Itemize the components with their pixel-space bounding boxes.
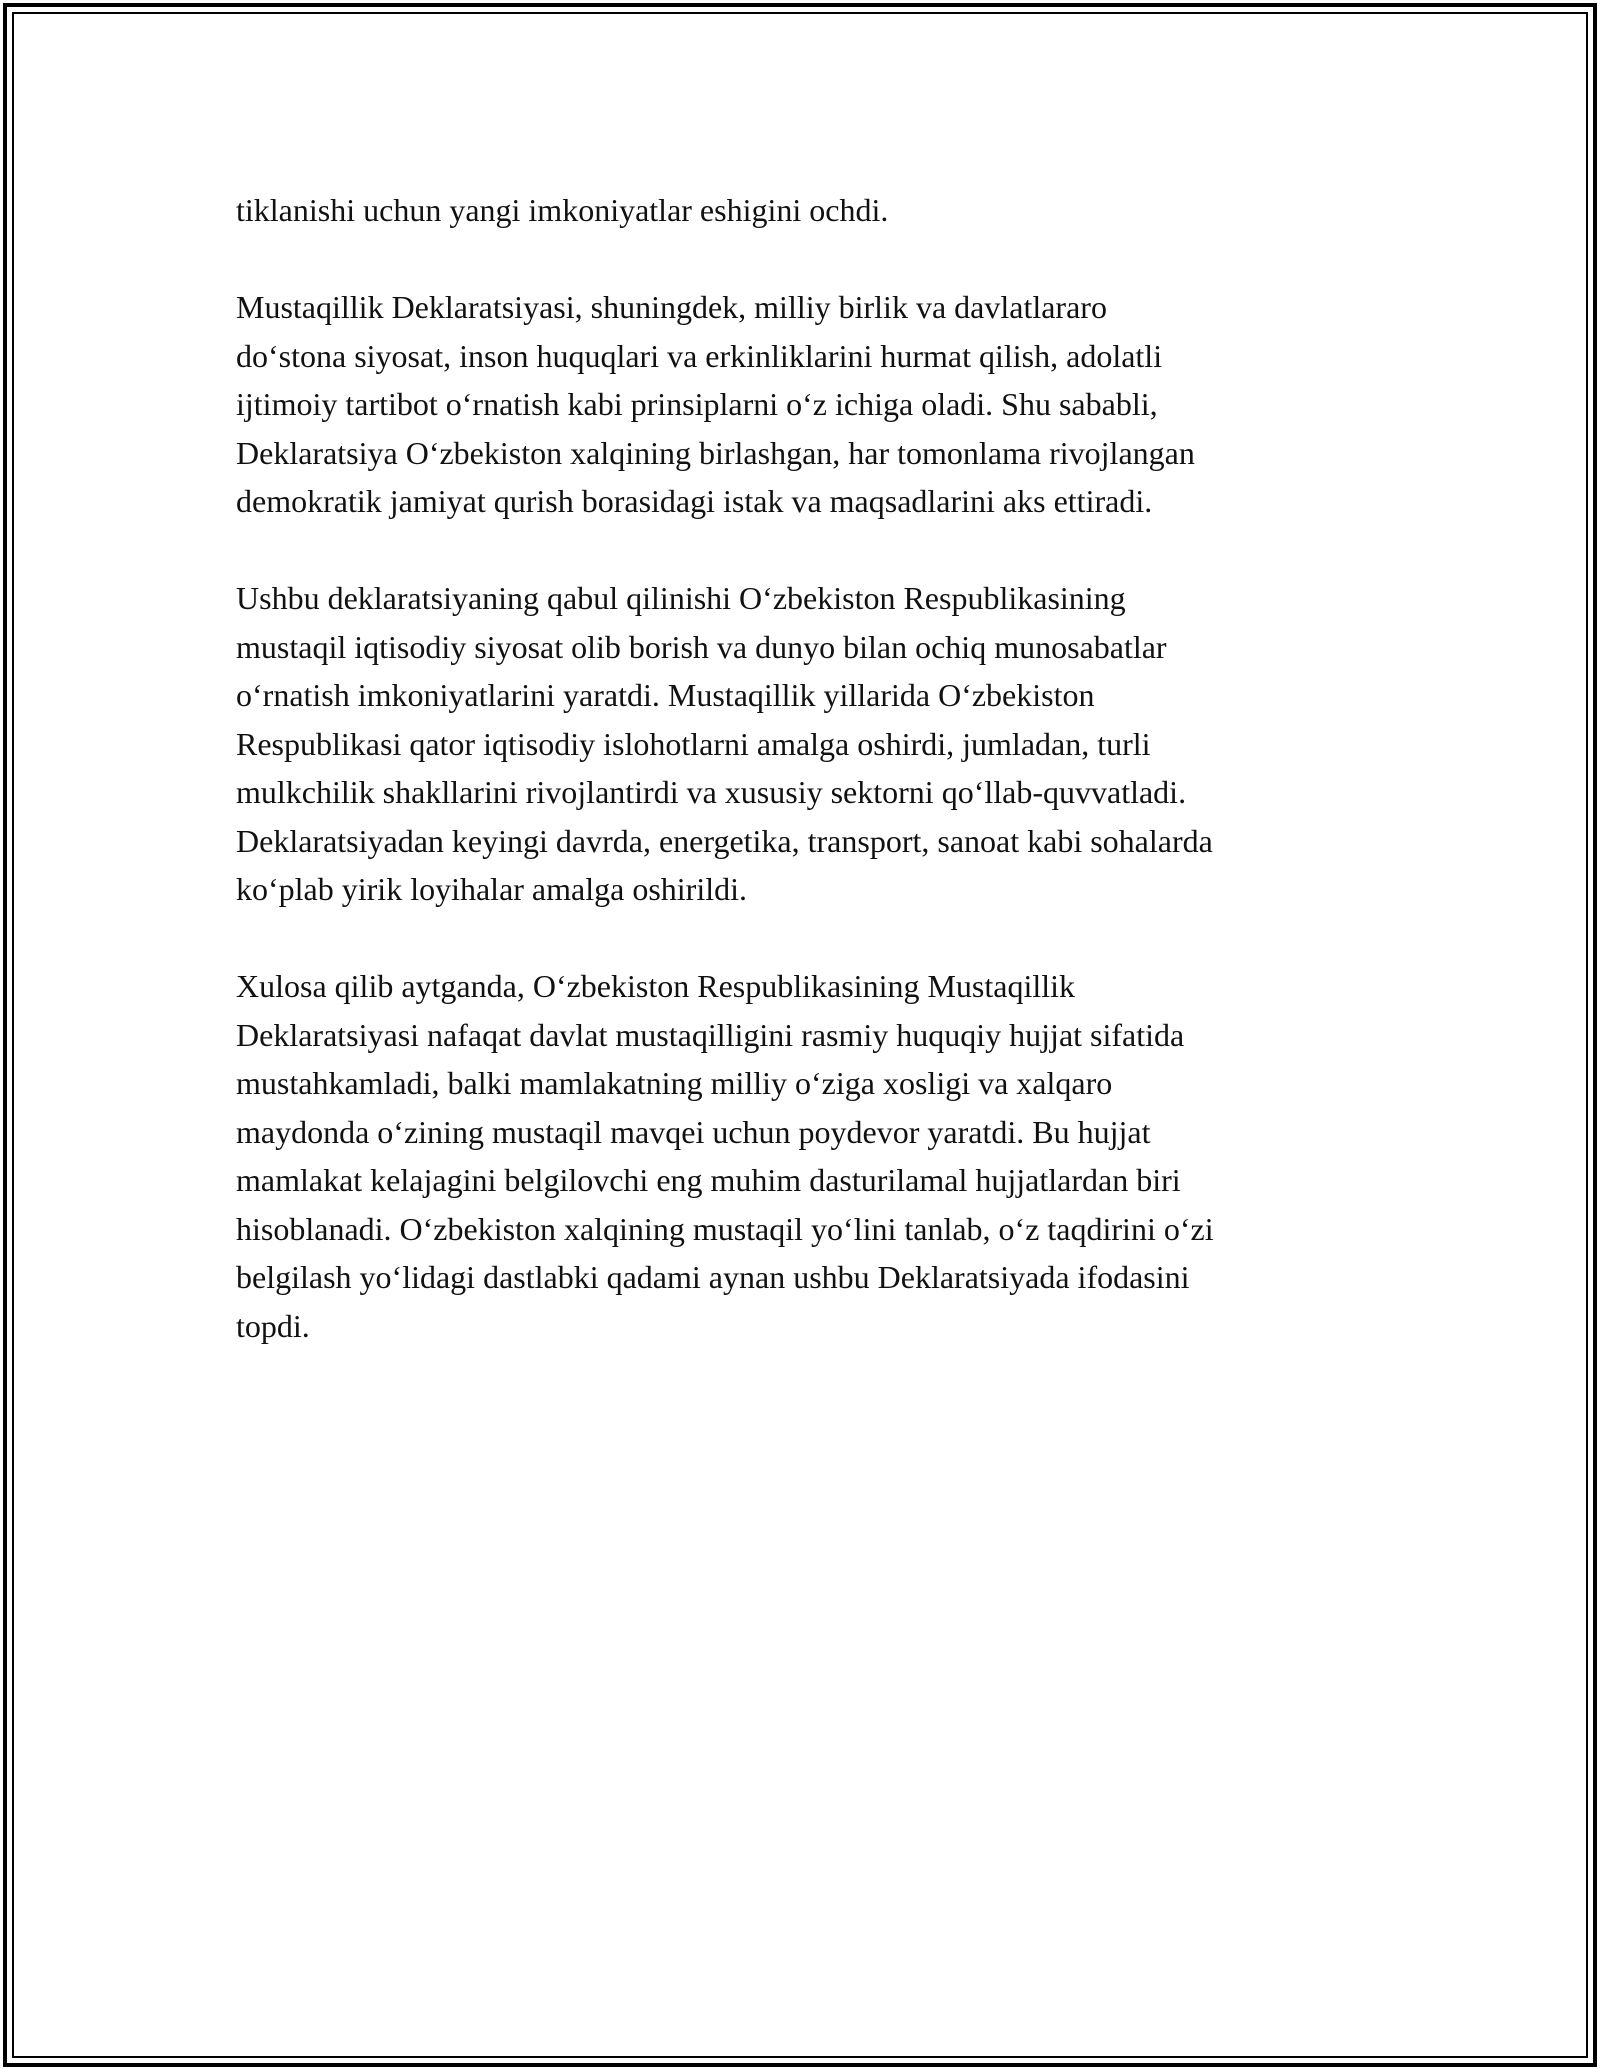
text-line: maydonda o‘zining mustaqil mavqei uchun poydevor yaratdi. Bu hujjat: [236, 1113, 1151, 1150]
text-line: belgilash yo‘lidagi dastlabki qadami aynan ushbu Deklaratsiyada ifodasini: [236, 1259, 1190, 1295]
text-line: Respublikasi qator iqtisodiy islohotlarni amalga oshirdi, jumladan, turli: [236, 725, 1151, 762]
text-line: o‘rnatish imkoniyatlarini yaratdi. Mustaqillik yillarida O‘zbekiston: [236, 677, 1095, 713]
text-line: mulkchilik shakllarini rivojlantirdi va xususiy sektorni qo‘llab-quvvatladi.: [236, 774, 1187, 810]
text-line: tiklanishi uchun yangi imkoniyatlar eshigini ochdi.: [236, 192, 889, 228]
paragraph-3: [236, 574, 1376, 914]
text-line: mamlakat kelajagini belgilovchi eng muhim dasturilamal hujjatlardan biri: [236, 1162, 1181, 1198]
text-line: mustaqil iqtisodiy siyosat olib borish va dunyo bilan ochiq munosabatlar: [236, 628, 1167, 665]
text-line: Deklaratsiyasi nafaqat davlat mustaqilligini rasmiy huquqiy hujjat sifatida: [236, 1016, 1185, 1053]
text-line: topdi.: [236, 1307, 310, 1344]
text-line: Xulosa qilib aytganda, O‘zbekiston Respublikasining Mustaqillik: [236, 968, 1076, 1004]
text-line: Deklaratsiya O‘zbekiston xalqining birlashgan, har tomonlama rivojlangan: [236, 434, 1195, 471]
paragraph-4: [236, 962, 1376, 1350]
text-line: Deklaratsiyadan keyingi davrda, energetika, transport, sanoat kabi sohalarda: [236, 822, 1213, 859]
paragraph-2: [236, 283, 1376, 526]
text-line: ijtimoiy tartibot o‘rnatish kabi prinsiplarni o‘z ichiga oladi. Shu sababli,: [236, 386, 1158, 422]
text-line: hisoblanadi. O‘zbekiston xalqining mustaqil yo‘lini tanlab, o‘z taqdirini o‘zi: [236, 1210, 1214, 1247]
document-body: [236, 186, 1376, 1399]
text-line: do‘stona siyosat, inson huquqlari va erkinliklarini hurmat qilish, adolatli: [236, 337, 1163, 374]
text-line: demokratik jamiyat qurish borasidagi istak va maqsadlarini aks ettiradi.: [236, 483, 1153, 519]
text-line: Mustaqillik Deklaratsiyasi, shuningdek, milliy birlik va davlatlararo: [236, 289, 1107, 325]
text-line: Ushbu deklaratsiyaning qabul qilinishi O‘zbekiston Respublikasining: [236, 580, 1126, 616]
paragraph-1: [236, 186, 1376, 235]
text-line: ko‘plab yirik loyihalar amalga oshirildi.: [236, 871, 747, 907]
text-line: mustahkamladi, balki mamlakatning milliy o‘ziga xosligi va xalqaro: [236, 1065, 1113, 1101]
